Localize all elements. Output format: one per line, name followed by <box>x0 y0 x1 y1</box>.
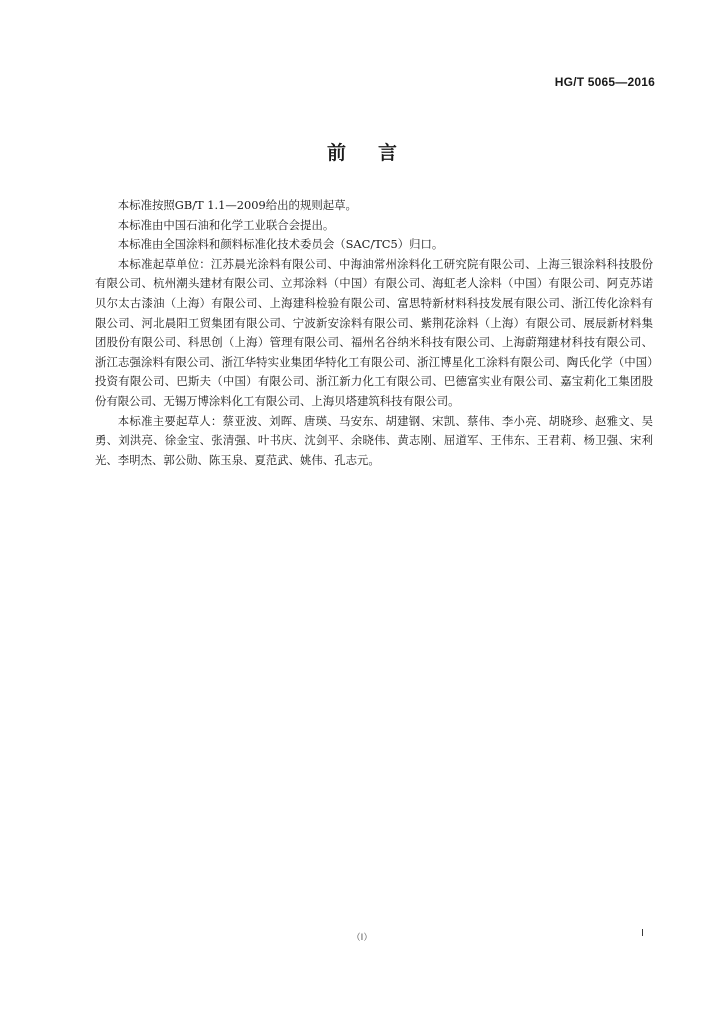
paragraph-responsible-committee: 本标准由全国涂料和颜料标准化技术委员会（SAC/TC5）归口。 <box>117 237 444 252</box>
page-title: 前言 <box>326 142 429 164</box>
paragraph-drafting-rules: 本标准按照GB/T 1.1—2009给出的规则起草。 <box>117 198 357 212</box>
paragraph-drafting-units: 本标准起草单位：江苏晨光涂料有限公司、中海油常州涂料化工研究院有限公司、上海三银涂料科技股份有限公司、杭州潮头建材有限公司、立邦涂料（中国）有限公司、海虹老人涂料（中国）有限公司、阿克苏诺贝尔太古漆油（上海）有限公司、上海建科检验有限公司、富思特新材料科技发展有限公司、浙江传化涂料有限公司、河北晨阳工贸集团有限公司、宁波新安涂料有限公司、紫荆花涂料（上海）有限公司、展辰新材料集团股份有限公司、科思创（上海）管理有限公司、福州名谷纳米科技有限公司、上海蔚翔建材科技有限公司、浙江志强涂料有限公司、浙江华特实业集团华特化工有限公司、浙江博星化工涂料有限公司、陶氏化学（中国）投资有限公司、巴斯夫（中国）有限公司、浙江新力化工有限公司、巴德富实业有限公司、嘉宝莉化工集团股份有限公司、无锡万博涂料化工有限公司、上海贝塔建筑科技有限公司。 <box>95 256 653 408</box>
standard-code: HG/T 5065—2016 <box>554 75 655 89</box>
paragraph-proposer: 本标准由中国石油和化学工业联合会提出。 <box>117 217 335 232</box>
page-number: I <box>641 928 644 939</box>
paragraph-main-drafters: 本标准主要起草人：蔡亚波、刘晖、唐瑛、马安东、胡建钢、宋凯、蔡伟、李小亮、胡晓珍、赵雅文、吴勇、刘洪亮、徐金宝、张清强、叶书庆、沈剑平、余晓伟、黄志刚、屈道军、王伟东、王君莉、杨卫强、宋利光、李明杰、郭公勋、陈玉泉、夏范武、姚伟、孔志元。 <box>95 413 653 467</box>
footer-mark: （I） <box>351 933 373 943</box>
foreword-body <box>95 196 653 470</box>
